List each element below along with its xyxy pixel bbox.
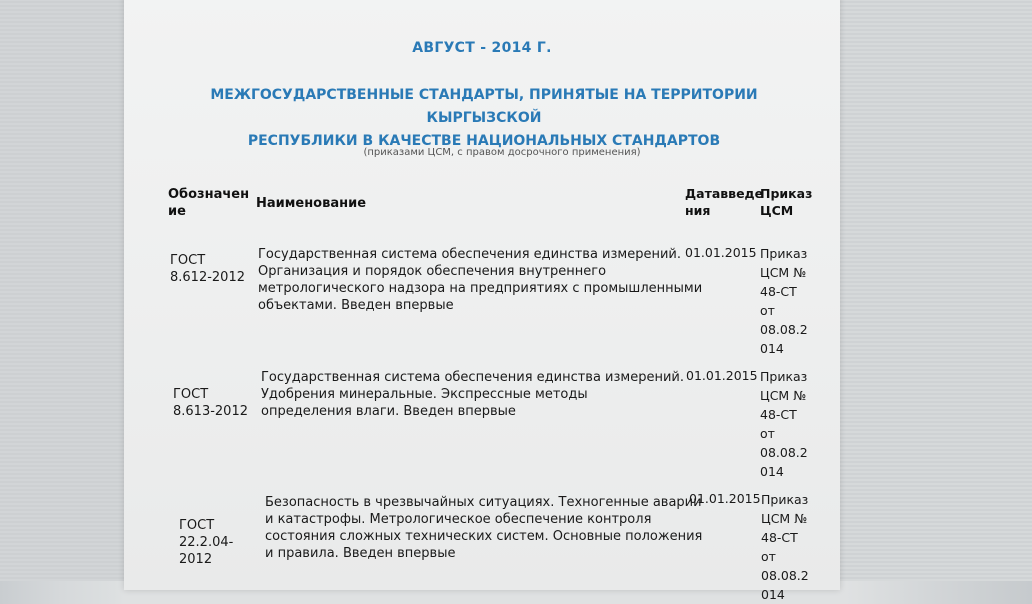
order-line: от	[761, 549, 776, 564]
title-line-2: РЕСПУБЛИКИ В КАЧЕСТВЕ НАЦИОНАЛЬНЫХ СТАНДАРТОВ	[247, 133, 721, 149]
table-row-3-code	[179, 517, 233, 568]
code-line: ГОСТ	[173, 387, 209, 402]
order-line: от	[760, 426, 775, 441]
order-line: Приказ	[761, 492, 809, 507]
code-line: 8.613-2012	[173, 404, 248, 419]
table-row-1-date: 01.01.2015	[685, 245, 757, 260]
name-line: и катастрофы. Метрологическое обеспечение контроля	[265, 512, 652, 527]
order-line: ЦСМ №	[761, 511, 808, 526]
order-line: 48-СТ	[760, 407, 797, 422]
column-header-date	[685, 185, 763, 219]
order-line: 08.08.2	[760, 322, 808, 337]
code-line: 2012	[179, 552, 213, 567]
order-line: 014	[760, 464, 784, 479]
name-line: Безопасность в чрезвычайных ситуациях. Техногенные аварии	[265, 495, 702, 510]
table-row-3-order	[761, 490, 809, 604]
table-row-3-name	[265, 494, 702, 562]
code-line: ГОСТ	[170, 253, 206, 268]
order-line: Приказ	[760, 369, 808, 384]
column-header-code	[168, 186, 249, 220]
order-line: ЦСМ №	[760, 265, 807, 280]
name-line: состояния сложных технических систем. Основные положения	[265, 529, 703, 544]
order-line: 08.08.2	[760, 445, 808, 460]
name-line: и правила. Введен впервые	[265, 546, 456, 561]
table-row-1-order	[760, 244, 808, 358]
column-header-order	[760, 185, 812, 219]
order-line: 48-СТ	[760, 284, 797, 299]
order-line: 014	[760, 341, 784, 356]
table-row-2-date: 01.01.2015	[686, 368, 758, 383]
table-row-2-name	[261, 369, 684, 420]
column-header-order-line1: Приказ	[760, 186, 813, 201]
title-line-1: МЕЖГОСУДАРСТВЕННЫЕ СТАНДАРТЫ, ПРИНЯТЫЕ НА ТЕРРИТОРИИ КЫРГЫЗСКОЙ	[210, 87, 758, 126]
document-page	[124, 0, 840, 602]
name-line: метрологического надзора на предприятиях с промышленными	[258, 281, 703, 296]
column-header-date-line2: ния	[685, 203, 711, 218]
name-line: Удобрения минеральные. Экспрессные методы	[261, 387, 588, 402]
name-line: Организация и порядок обеспечения внутреннего	[258, 264, 607, 279]
document-title	[184, 84, 784, 153]
column-header-code-line1: Обозначен	[168, 187, 250, 202]
name-line: объектами. Введен впервые	[258, 298, 454, 313]
table-row-2-order	[760, 367, 808, 481]
column-header-order-line2: ЦСМ	[760, 203, 794, 218]
column-header-date-line1: Датавведе	[685, 186, 764, 201]
code-line: ГОСТ	[179, 518, 215, 533]
code-line: 8.612-2012	[170, 270, 245, 285]
name-line: Государственная система обеспечения единства измерений.	[258, 247, 682, 262]
table-row-2-code	[173, 386, 248, 420]
order-line: 08.08.2	[761, 568, 809, 583]
document-subtitle: (приказами ЦСМ, с правом досрочного применения)	[363, 147, 641, 158]
order-line: от	[760, 303, 775, 318]
code-line: 22.2.04-	[179, 535, 234, 550]
column-header-code-line2: ие	[168, 204, 186, 219]
column-header-name: Наименование	[256, 196, 367, 211]
screen-background-right	[840, 0, 1032, 581]
order-line: ЦСМ №	[760, 388, 807, 403]
name-line: определения влаги. Введен впервые	[261, 404, 516, 419]
table-row-1-code	[170, 252, 245, 286]
document-month: АВГУСТ - 2014 Г.	[412, 40, 552, 56]
name-line: Государственная система обеспечения единства измерений.	[261, 370, 685, 385]
order-line: Приказ	[760, 246, 808, 261]
table-row-3-date: 01.01.2015	[689, 491, 761, 506]
order-line: 48-СТ	[761, 530, 798, 545]
table-row-1-name	[258, 246, 702, 314]
order-line: 014	[761, 587, 785, 602]
screen-background-left	[0, 0, 124, 581]
